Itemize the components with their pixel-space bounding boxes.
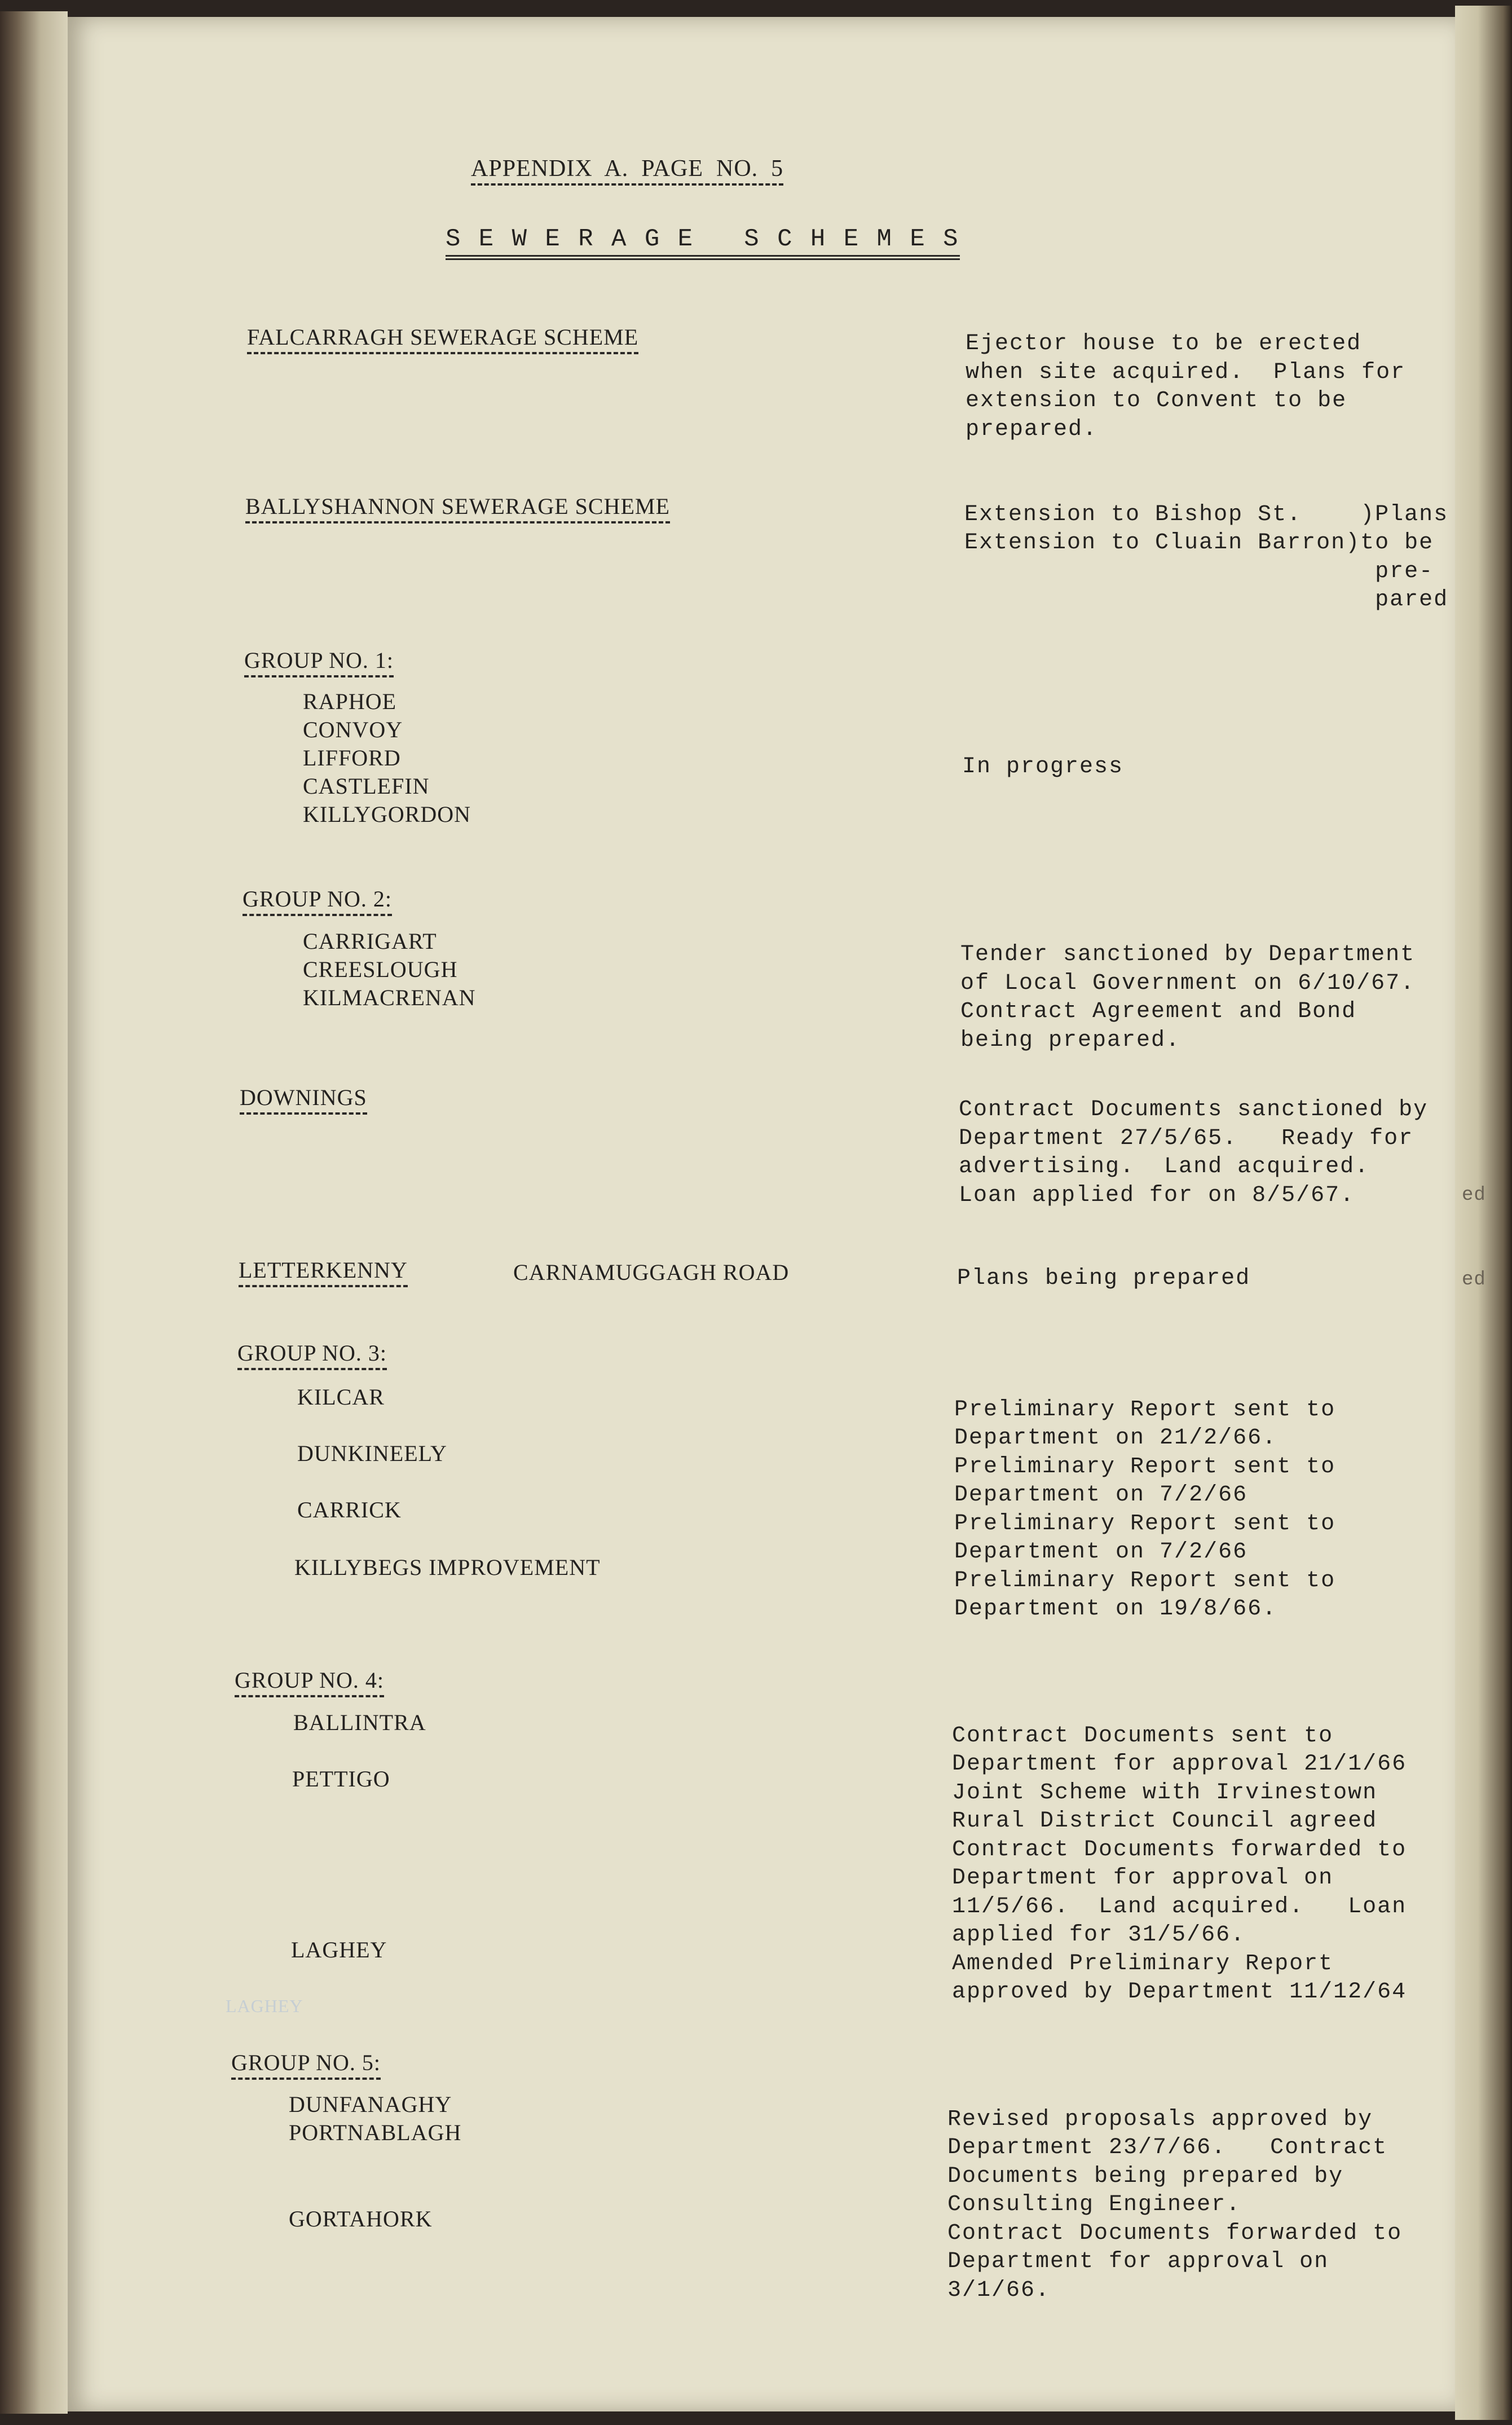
falcarragh-note-4: prepared.	[966, 417, 1098, 442]
downings-note-3: advertising. Land acquired.	[959, 1154, 1370, 1180]
group4-note-4: Rural District Council agreed	[952, 1808, 1378, 1834]
group2-item-3: KILMACRENAN	[303, 985, 476, 1010]
group3-note-1: Preliminary Report sent to	[954, 1397, 1336, 1423]
group5-heading: GROUP NO. 5:	[231, 2049, 381, 2080]
group4-note-5: Contract Documents forwarded to	[952, 1837, 1407, 1863]
group5-item-3: GORTAHORK	[289, 2206, 433, 2232]
page-title: S E W E R A G E S C H E M E S	[446, 226, 960, 260]
group3-note-3: Preliminary Report sent to	[954, 1454, 1336, 1480]
group2-note-1: Tender sanctioned by Department	[960, 942, 1416, 967]
group3-item-4: KILLYBEGS IMPROVEMENT	[294, 1555, 601, 1580]
group1-item-5: KILLYGORDON	[303, 802, 471, 827]
group5-note-1: Revised proposals approved by	[947, 2107, 1373, 2132]
margin-mark: ed	[1462, 1269, 1486, 1291]
group3-note-2: Department on 21/2/66.	[954, 1425, 1277, 1451]
group4-item-2: PETTIGO	[292, 1766, 390, 1792]
group4-note-10: approved by Department 11/12/64	[952, 1979, 1407, 2005]
group2-item-1: CARRIGART	[303, 928, 437, 954]
group4-note-9: Amended Preliminary Report	[952, 1951, 1334, 1977]
group3-note-5: Preliminary Report sent to	[954, 1511, 1336, 1537]
ballyshannon-note-1: Extension to Bishop St. )Plans	[964, 502, 1449, 527]
group4-heading: GROUP NO. 4:	[235, 1667, 384, 1697]
group3-note-7: Preliminary Report sent to	[954, 1568, 1336, 1594]
group1-item-3: LIFFORD	[303, 745, 401, 771]
group3-note-6: Department on 7/2/66	[954, 1539, 1248, 1565]
group2-note-2: of Local Government on 6/10/67.	[960, 971, 1416, 996]
downings-note-1: Contract Documents sanctioned by	[959, 1097, 1429, 1123]
group3-note-4: Department on 7/2/66	[954, 1482, 1248, 1508]
group3-item-2: DUNKINEELY	[297, 1441, 447, 1466]
group5-note-7: 3/1/66.	[947, 2278, 1051, 2303]
falcarragh-note-2: when site acquired. Plans for	[966, 360, 1406, 385]
group5-note-4: Consulting Engineer.	[947, 2192, 1241, 2217]
group1-item-4: CASTLEFIN	[303, 773, 430, 799]
group2-heading: GROUP NO. 2:	[243, 886, 392, 916]
group4-item-3: LAGHEY	[291, 1937, 387, 1962]
group4-item-1: BALLINTRA	[293, 1710, 426, 1735]
downings-note-4: Loan applied for on 8/5/67.	[959, 1183, 1355, 1208]
group5-item-1: DUNFANAGHY	[289, 2092, 452, 2117]
falcarragh-note-1: Ejector house to be erected	[966, 331, 1362, 357]
group4-note-8: applied for 31/5/66.	[952, 1922, 1246, 1948]
group5-note-2: Department 23/7/66. Contract	[947, 2135, 1388, 2160]
letterkenny-heading: LETTERKENNY	[239, 1257, 408, 1287]
ballyshannon-note-4: pared	[964, 587, 1449, 613]
falcarragh-note-3: extension to Convent to be	[966, 388, 1347, 413]
margin-mark: ed	[1462, 1185, 1486, 1206]
letterkenny-note-1: Plans being prepared	[957, 1266, 1251, 1291]
group2-note-3: Contract Agreement and Bond	[960, 999, 1357, 1024]
ballyshannon-note-2: Extension to Cluain Barron)to be	[964, 530, 1434, 556]
group1-item-2: CONVOY	[303, 717, 403, 742]
book-spine	[0, 11, 68, 2414]
group4-note-2: Department for approval 21/1/66	[952, 1751, 1407, 1777]
ballyshannon-note-3: pre-	[964, 559, 1434, 584]
appendix-heading: APPENDIX A. PAGE NO. 5	[471, 155, 783, 186]
page-edge	[1455, 6, 1512, 2420]
downings-heading: DOWNINGS	[240, 1084, 367, 1115]
group4-note-1: Contract Documents sent to	[952, 1723, 1334, 1749]
group4-note-6: Department for approval on	[952, 1865, 1334, 1891]
group4-note-3: Joint Scheme with Irvinestown	[952, 1780, 1378, 1806]
group2-item-2: CREESLOUGH	[303, 957, 458, 982]
group2-note-4: being prepared.	[960, 1028, 1181, 1053]
ballyshannon-heading: BALLYSHANNON SEWERAGE SCHEME	[245, 493, 670, 523]
group1-note-1: In progress	[962, 754, 1124, 780]
group5-note-5: Contract Documents forwarded to	[947, 2221, 1403, 2246]
group5-note-3: Documents being prepared by	[947, 2164, 1344, 2189]
group1-heading: GROUP NO. 1:	[244, 647, 394, 677]
group4-note-7: 11/5/66. Land acquired. Loan	[952, 1894, 1407, 1920]
group1-item-1: RAPHOE	[303, 689, 397, 714]
letterkenny-road: CARNAMUGGAGH ROAD	[513, 1260, 790, 1285]
group5-note-6: Department for approval on	[947, 2249, 1329, 2274]
group3-heading: GROUP NO. 3:	[237, 1340, 387, 1370]
faint-offset-text: LAGHEY	[226, 1996, 303, 2016]
downings-note-2: Department 27/5/65. Ready for	[959, 1126, 1414, 1151]
group3-item-3: CARRICK	[297, 1497, 402, 1522]
group5-item-2: PORTNABLAGH	[289, 2120, 462, 2145]
group3-item-1: KILCAR	[297, 1384, 385, 1410]
group3-note-8: Department on 19/8/66.	[954, 1596, 1277, 1622]
falcarragh-heading: FALCARRAGH SEWERAGE SCHEME	[247, 324, 638, 354]
